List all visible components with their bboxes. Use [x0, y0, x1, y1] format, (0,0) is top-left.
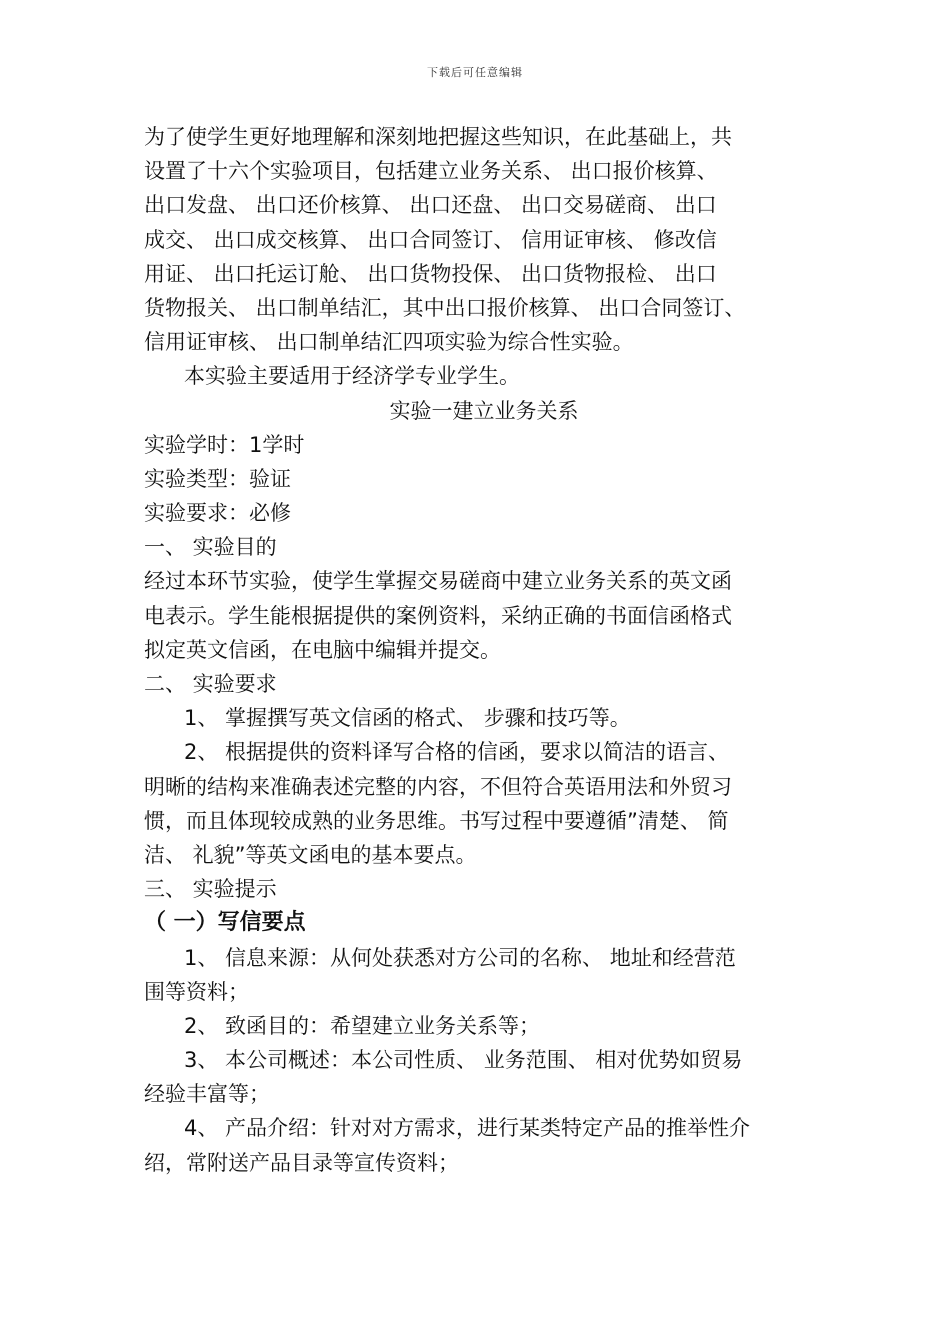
paragraph-line: 出口发盘、 出口还价核算、 出口还盘、 出口交易磋商、 出口: [144, 193, 717, 218]
paragraph-line: 成交、 出口成交核算、 出口合同签订、 信用证审核、 修改信: [144, 227, 717, 252]
subsection-heading: （ 一）写信要点: [144, 910, 306, 936]
paragraph-line: 绍，常附送产品目录等宣传资料；: [144, 1150, 459, 1175]
list-item: 3、 本公司概述：本公司性质、 业务范围、 相对优势如贸易: [184, 1048, 743, 1073]
section-heading: 一、 实验目的: [144, 535, 277, 560]
page-header: 下载后可任意编辑: [427, 66, 523, 79]
paragraph-line: 信用证审核、 出口制单结汇四项实验为综合性实验。: [144, 330, 634, 355]
paragraph-line: 拟定英文信函，在电脑中编辑并提交。: [144, 637, 501, 662]
paragraph-line: 惯，而且体现较成熟的业务思维。书写过程中要遵循”清楚、 简: [144, 808, 729, 833]
list-item: 1、 信息来源：从何处获悉对方公司的名称、 地址和经营范: [184, 945, 736, 970]
list-item: 2、 根据提供的资料译写合格的信函，要求以简洁的语言、: [184, 740, 730, 765]
paragraph-line: 明晰的结构来准确表述完整的内容，不但符合英语用法和外贸习: [144, 774, 732, 799]
paragraph-line: 货物报关、 出口制单结汇，其中出口报价核算、 出口合同签订、: [144, 295, 746, 320]
paragraph-line: 本实验主要适用于经济学专业学生。: [184, 364, 520, 389]
paragraph-line: 为了使学生更好地理解和深刻地把握这些知识，在此基础上，共: [144, 125, 732, 149]
paragraph-line: 洁、 礼貌”等英文函电的基本要点。: [144, 842, 477, 867]
list-item: 1、 掌握撰写英文信函的格式、 步骤和技巧等。: [184, 706, 631, 731]
paragraph-line: 围等资料；: [144, 979, 249, 1004]
list-item: 4、 产品介绍：针对对方需求，进行某类特定产品的推举性介: [184, 1116, 751, 1141]
paragraph-line: 经验丰富等；: [144, 1082, 270, 1107]
document-body: [144, 120, 824, 1180]
info-line: 实验要求：必修: [144, 501, 291, 526]
paragraph-line: 经过本环节实验，使学生掌握交易磋商中建立业务关系的英文函: [144, 569, 732, 594]
section-heading: 三、 实验提示: [144, 877, 277, 902]
paragraph-line: 设置了十六个实验项目，包括建立业务关系、 出口报价核算、: [144, 159, 718, 184]
paragraph-line: 用证、 出口托运订舱、 出口货物投保、 出口货物报检、 出口: [144, 261, 717, 286]
section-heading: 二、 实验要求: [144, 672, 277, 696]
section-title: 实验一建立业务关系: [389, 398, 579, 423]
list-item: 2、 致函目的：希望建立业务关系等；: [184, 1013, 541, 1038]
paragraph-line: 电表示。学生能根据提供的案例资料，采纳正确的书面信函格式: [144, 603, 732, 628]
info-line: 实验学时：1学时: [144, 432, 305, 457]
info-line: 实验类型：验证: [144, 466, 291, 491]
